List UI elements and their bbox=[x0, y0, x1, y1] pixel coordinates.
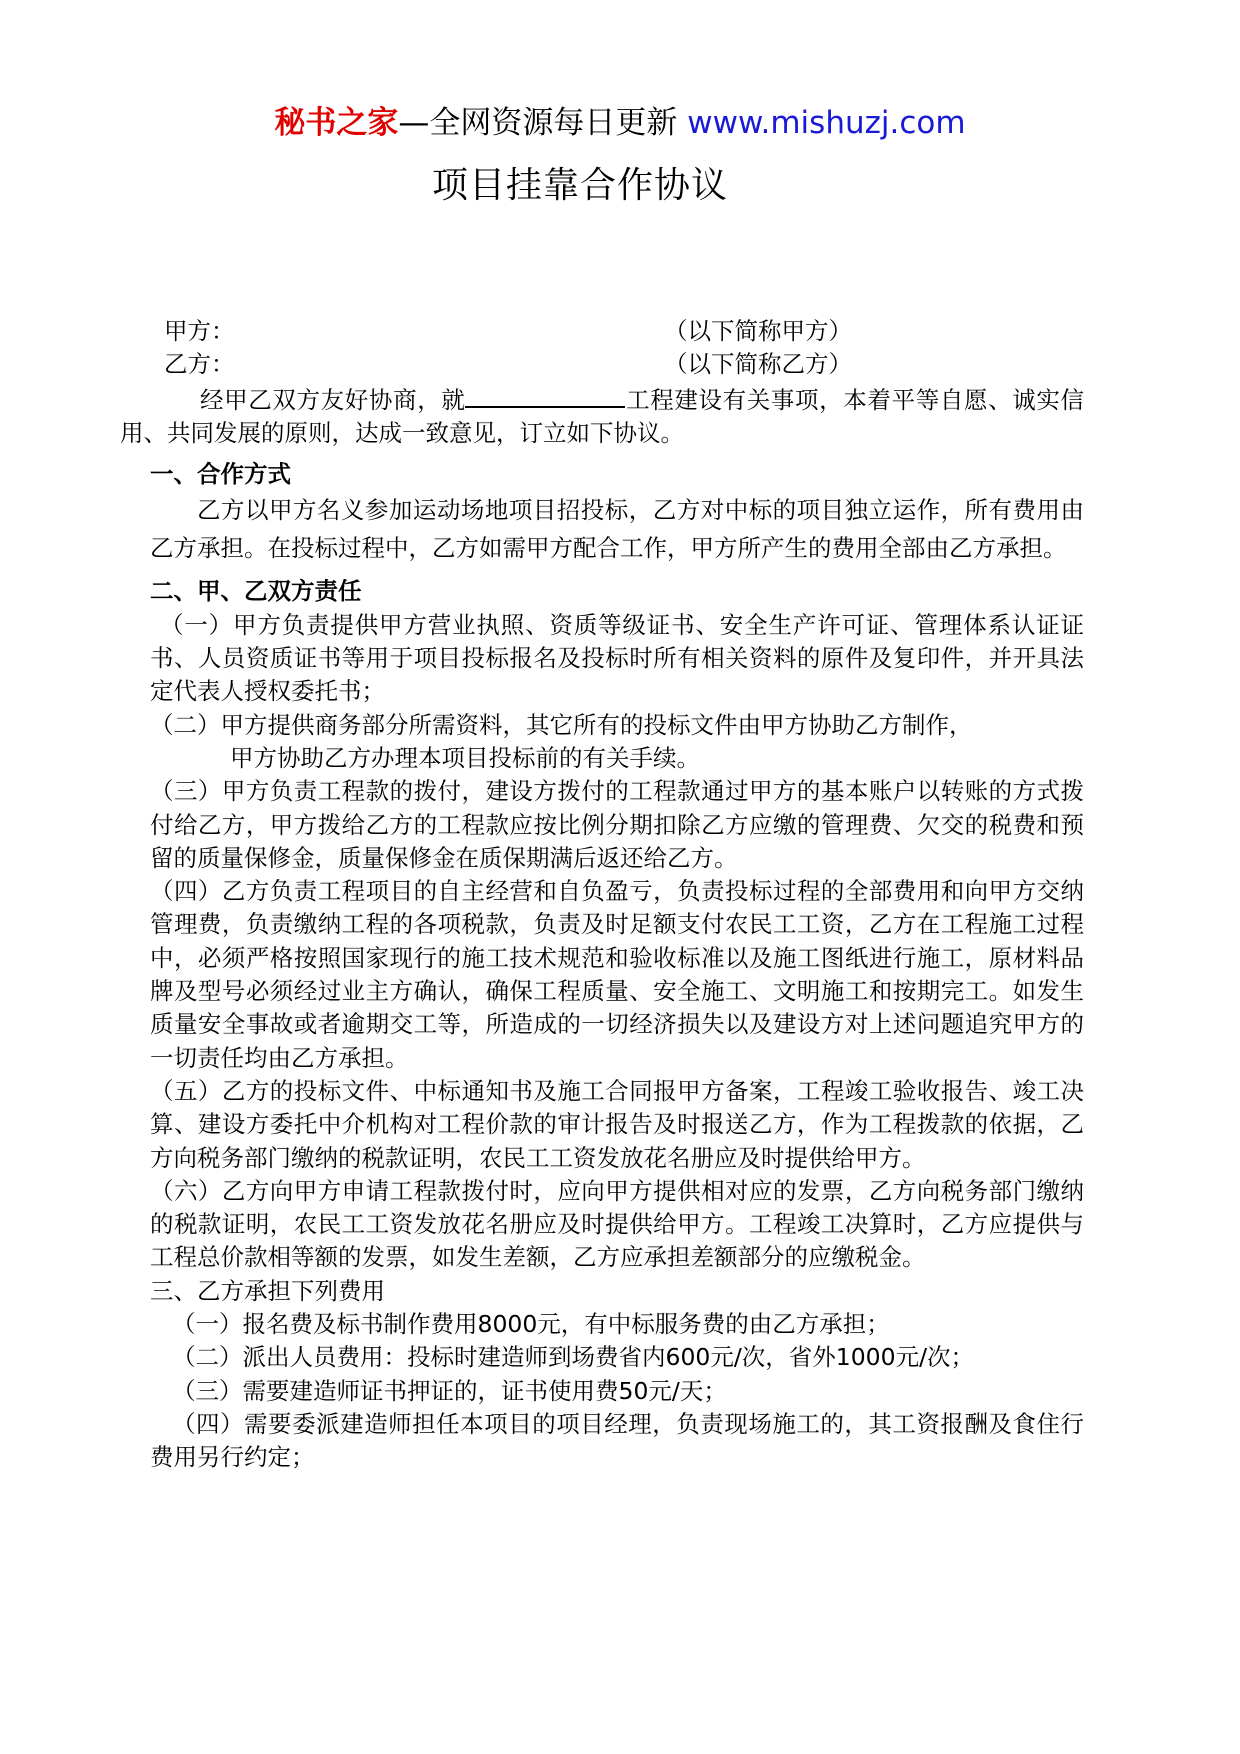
section-2-item-1: （一）甲方负责提供甲方营业执照、资质等级证书、安全生产许可证、管理体系认证证书、人员资质证书等用于项目投标报名及投标时所有相关资料的原件及复印件，并开具法定代表人授权委托书； bbox=[150, 610, 1084, 706]
intro-text-end: 工程建设有关事项，本着平等自愿、诚实信用、共同发展的原则，达成一致意见，订立如下协议。 bbox=[120, 385, 1085, 447]
section-1-body: 乙方以甲方名义参加运动场地项目招投标，乙方对中标的项目独立运作，所有费用由乙方承担。在投标过程中，乙方如需甲方配合工作，甲方所产生的费用全部由乙方承担。 bbox=[150, 496, 1084, 563]
document-title: 项目挂靠合作协议 bbox=[431, 165, 728, 206]
section-2-item-5: （五）乙方的投标文件、中标通知书及施工合同报甲方备案，工程竣工验收报告、竣工决算、建设方委托中介机构对工程价款的审计报告及时报送乙方，作为工程拨款的依据，乙方向税务部门缴纳的税款证明，农民工工资发放花名册应及时提供给甲方。 bbox=[150, 1076, 1084, 1172]
document-body bbox=[120, 315, 1085, 1475]
section-2-item-2-cont: 甲方协助乙方办理本项目投标前的有关手续。 bbox=[230, 743, 700, 772]
party-b-label: 乙方： bbox=[164, 350, 235, 379]
party-a-note: （以下简称甲方） bbox=[664, 317, 852, 345]
intro-text-start: 经甲乙双方友好协商，就 bbox=[200, 385, 466, 414]
party-b-note: （以下简称乙方） bbox=[664, 350, 852, 379]
party-a-label: 甲方： bbox=[164, 317, 235, 345]
party-a-line bbox=[164, 315, 1084, 348]
site-banner bbox=[0, 103, 1240, 143]
banner-url-link[interactable]: www.mishuzj.com bbox=[687, 105, 966, 141]
project-name-blank bbox=[465, 382, 625, 408]
party-b-line bbox=[164, 348, 1084, 381]
section-2-heading: 二、甲、乙双方责任 bbox=[150, 577, 362, 606]
section-3-item-1: （一）报名费及标书制作费用8000元，有中标服务费的由乙方承担； bbox=[172, 1310, 890, 1339]
banner-slogan: —全网资源每日更新 bbox=[398, 105, 688, 141]
banner-brand: 秘书之家 bbox=[274, 105, 399, 141]
section-2-item-3: （三）甲方负责工程款的拨付，建设方拨付的工程款通过甲方的基本账户以转账的方式拨付给乙方，甲方拨给乙方的工程款应按比例分期扣除乙方应缴的管理费、欠交的税费和预留的质量保修金，质量保修金在质保期满后返还给乙方。 bbox=[150, 777, 1084, 872]
section-2-item-6: （六）乙方向甲方申请工程款拨付时，应向甲方提供相对应的发票，乙方向税务部门缴纳的税款证明，农民工工资发放花名册应及时提供给甲方。工程竣工决算时，乙方应提供与工程总价款相等额的发票，如发生差额，乙方应承担差额部分的应缴税金。 bbox=[150, 1176, 1084, 1272]
section-3-item-2: （二）派出人员费用：投标时建造师到场费省内600元/次，省外1000元/次； bbox=[172, 1343, 974, 1372]
section-3-item-3: （三）需要建造师证书押证的，证书使用费50元/天； bbox=[172, 1376, 727, 1405]
intro-paragraph bbox=[120, 382, 1084, 451]
section-2-item-4: （四）乙方负责工程项目的自主经营和自负盈亏，负责投标过程的全部费用和向甲方交纳管理费，负责缴纳工程的各项税款，负责及时足额支付农民工工资，乙方在工程施工过程中，必须严格按照国家现行的施工技术规范和验收标准以及施工图纸进行施工，原材料品牌及型号必须经过业主方确认，确保工程质量、安全施工、文明施工和按期完工。如发生质量安全事故或者逾期交工等，所造成的一切经济损失以及建设方对上述问题追究甲方的一切责任均由乙方承担。 bbox=[150, 877, 1084, 1072]
section-3-heading: 三、乙方承担下列费用 bbox=[150, 1276, 385, 1305]
section-1-heading: 一、合作方式 bbox=[150, 460, 291, 489]
section-2-item-2: （二）甲方提供商务部分所需资料，其它所有的投标文件由甲方协助乙方制作， bbox=[150, 710, 973, 739]
section-3-item-4: （四）需要委派建造师担任本项目的项目经理，负责现场施工的，其工资报酬及食住行费用另行约定； bbox=[150, 1409, 1084, 1472]
